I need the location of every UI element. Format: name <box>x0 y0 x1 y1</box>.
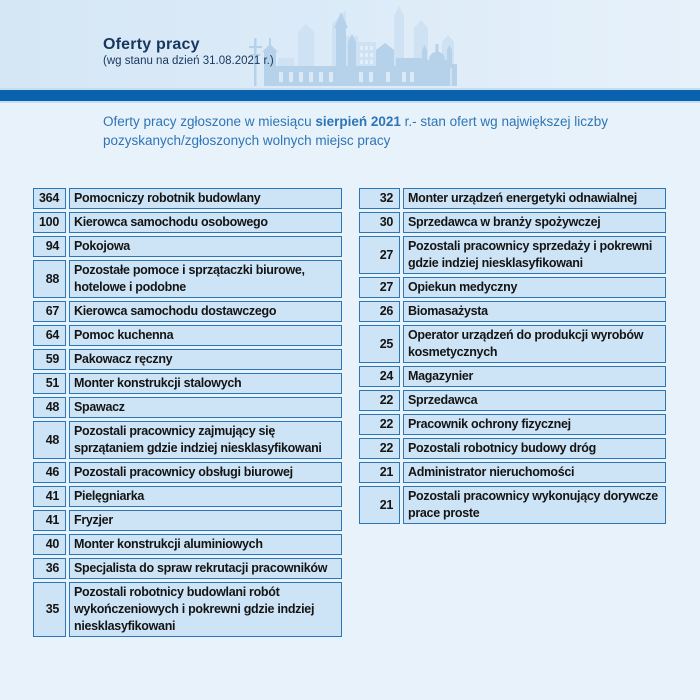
table-row <box>359 277 666 298</box>
table-row <box>33 325 342 346</box>
job-title-cell: Pomocniczy robotnik budowlany <box>69 188 342 209</box>
job-title-cell: Kierowca samochodu osobowego <box>69 212 342 233</box>
job-title-cell: Kierowca samochodu dostawczego <box>69 301 342 322</box>
job-count-cell: 59 <box>33 349 66 370</box>
intro-text-segment: Oferty pracy zgłoszone w miesiącu <box>103 114 316 129</box>
job-count-cell: 46 <box>33 462 66 483</box>
intro-text <box>103 112 623 150</box>
job-count-cell: 32 <box>359 188 400 209</box>
table-row <box>33 236 342 257</box>
table-row <box>33 558 342 579</box>
table-row <box>359 188 666 209</box>
job-title-cell: Fryzjer <box>69 510 342 531</box>
job-count-cell: 24 <box>359 366 400 387</box>
table-row <box>33 301 342 322</box>
job-offers-table-left <box>30 185 345 640</box>
job-title-cell: Pozostali pracownicy wykonujący dorywcze prace proste <box>403 486 666 524</box>
table-row <box>359 325 666 363</box>
job-count-cell: 22 <box>359 438 400 459</box>
job-count-cell: 88 <box>33 260 66 298</box>
job-offers-table-right <box>356 185 669 527</box>
job-count-cell: 25 <box>359 325 400 363</box>
table-row <box>33 510 342 531</box>
header <box>0 0 700 88</box>
job-title-cell: Pracownik ochrony fizycznej <box>403 414 666 435</box>
table-row <box>33 462 342 483</box>
intro-text-bold-month: sierpień 2021 <box>315 114 401 129</box>
job-count-cell: 64 <box>33 325 66 346</box>
intro-text-segment: r.- stan ofert wg największej liczby pozyskanych/zgłoszonych wolnych miejsc pracy <box>103 114 608 148</box>
title-block <box>103 36 274 67</box>
job-title-cell: Opiekun medyczny <box>403 277 666 298</box>
job-title-cell: Administrator nieruchomości <box>403 462 666 483</box>
job-title-cell: Operator urządzeń do produkcji wyrobów kosmetycznych <box>403 325 666 363</box>
job-title-cell: Pozostali robotnicy budowlani robót wykończeniowych i pokrewni gdzie indziej niesklasyfikowani <box>69 582 342 637</box>
city-skyline-icon <box>246 2 460 86</box>
table-row <box>359 366 666 387</box>
table-row <box>359 486 666 524</box>
job-title-cell: Pozostali pracownicy sprzedaży i pokrewni gdzie indziej niesklasyfikowani <box>403 236 666 274</box>
job-title-cell: Spawacz <box>69 397 342 418</box>
job-count-cell: 21 <box>359 486 400 524</box>
divider-bar <box>0 88 700 103</box>
job-count-cell: 27 <box>359 236 400 274</box>
job-count-cell: 22 <box>359 414 400 435</box>
job-count-cell: 21 <box>359 462 400 483</box>
table-row <box>33 397 342 418</box>
job-title-cell: Pomoc kuchenna <box>69 325 342 346</box>
job-count-cell: 36 <box>33 558 66 579</box>
job-title-cell: Pielęgniarka <box>69 486 342 507</box>
job-title-cell: Pozostali pracownicy zajmujący się sprzątaniem gdzie indziej niesklasyfikowani <box>69 421 342 459</box>
page-subtitle: (wg stanu na dzień 31.08.2021 r.) <box>103 55 274 67</box>
job-title-cell: Biomasażysta <box>403 301 666 322</box>
job-count-cell: 41 <box>33 510 66 531</box>
job-title-cell: Pozostali robotnicy budowy dróg <box>403 438 666 459</box>
job-title-cell: Pokojowa <box>69 236 342 257</box>
job-count-cell: 48 <box>33 421 66 459</box>
job-title-cell: Monter konstrukcji aluminiowych <box>69 534 342 555</box>
job-count-cell: 22 <box>359 390 400 411</box>
table-row <box>33 188 342 209</box>
job-count-cell: 27 <box>359 277 400 298</box>
table-row <box>33 260 342 298</box>
job-title-cell: Monter konstrukcji stalowych <box>69 373 342 394</box>
table-row <box>359 438 666 459</box>
job-title-cell: Pozostali pracownicy obsługi biurowej <box>69 462 342 483</box>
table-row <box>359 414 666 435</box>
job-count-cell: 100 <box>33 212 66 233</box>
job-count-cell: 94 <box>33 236 66 257</box>
job-title-cell: Sprzedawca w branży spożywczej <box>403 212 666 233</box>
job-count-cell: 40 <box>33 534 66 555</box>
table-row <box>359 212 666 233</box>
table-row <box>33 349 342 370</box>
job-count-cell: 364 <box>33 188 66 209</box>
job-title-cell: Pozostałe pomoce i sprzątaczki biurowe, hotelowe i podobne <box>69 260 342 298</box>
job-title-cell: Sprzedawca <box>403 390 666 411</box>
job-count-cell: 41 <box>33 486 66 507</box>
table-row <box>33 534 342 555</box>
job-count-cell: 30 <box>359 212 400 233</box>
page-title: Oferty pracy <box>103 36 200 53</box>
table-row <box>33 582 342 637</box>
job-count-cell: 35 <box>33 582 66 637</box>
table-row <box>359 390 666 411</box>
job-count-cell: 51 <box>33 373 66 394</box>
job-title-cell: Magazynier <box>403 366 666 387</box>
table-row <box>33 421 342 459</box>
table-row <box>33 373 342 394</box>
table-row <box>33 486 342 507</box>
table-row <box>33 212 342 233</box>
table-row <box>359 236 666 274</box>
job-title-cell: Monter urządzeń energetyki odnawialnej <box>403 188 666 209</box>
table-row <box>359 462 666 483</box>
job-title-cell: Pakowacz ręczny <box>69 349 342 370</box>
table-row <box>359 301 666 322</box>
job-title-cell: Specjalista do spraw rekrutacji pracowników <box>69 558 342 579</box>
job-count-cell: 26 <box>359 301 400 322</box>
job-count-cell: 67 <box>33 301 66 322</box>
job-count-cell: 48 <box>33 397 66 418</box>
